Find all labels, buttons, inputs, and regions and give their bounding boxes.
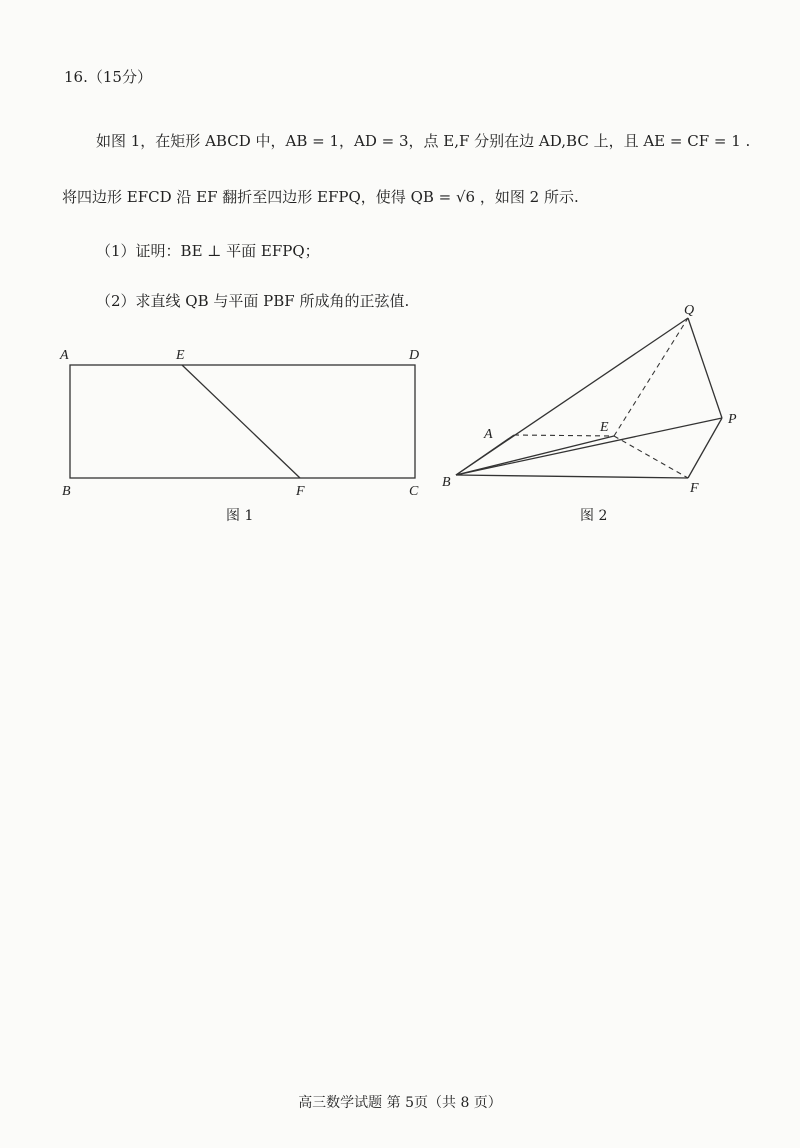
problem-stem-line-1: 如图 1，在矩形 ABCD 中，AB = 1，AD = 3，点 E,F 分别在边 AD,BC 上，且 AE = CF = 1 .	[96, 132, 751, 150]
edge-bp	[456, 418, 722, 475]
label-e2: E	[600, 420, 609, 435]
edge-be	[456, 436, 614, 475]
label-d: D	[409, 348, 420, 363]
problem-stem-line-2: 将四边形 EFCD 沿 EF 翻折至四边形 EFPQ，使得 QB = √6 ，如图 2 所示.	[62, 188, 579, 206]
problem-number: 16.（15分）	[64, 68, 152, 86]
label-b2: B	[442, 475, 451, 490]
edge-pf	[688, 418, 722, 478]
label-f2: F	[690, 481, 699, 496]
label-a: A	[60, 348, 69, 363]
figure-1-caption: 图 1	[226, 508, 254, 524]
label-q: Q	[684, 303, 695, 318]
page-footer: 高三数学试题 第 5页（共 8 页）	[298, 1095, 502, 1111]
edge-qp	[688, 318, 722, 418]
label-c: C	[409, 484, 419, 499]
label-a2: A	[484, 427, 493, 442]
hidden-edge-ae	[514, 435, 614, 436]
edge-bf	[456, 475, 688, 478]
hidden-edge-eq	[614, 318, 688, 436]
figure-2-caption: 图 2	[580, 508, 608, 524]
problem-part-1: （1）证明：BE ⊥ 平面 EFPQ；	[96, 242, 320, 260]
hidden-edge-ef	[614, 436, 688, 478]
problem-part-2: （2）求直线 QB 与平面 PBF 所成角的正弦值.	[96, 292, 410, 310]
label-f: F	[296, 484, 305, 499]
label-p: P	[728, 412, 737, 427]
label-e: E	[176, 348, 185, 363]
label-b: B	[62, 484, 71, 499]
